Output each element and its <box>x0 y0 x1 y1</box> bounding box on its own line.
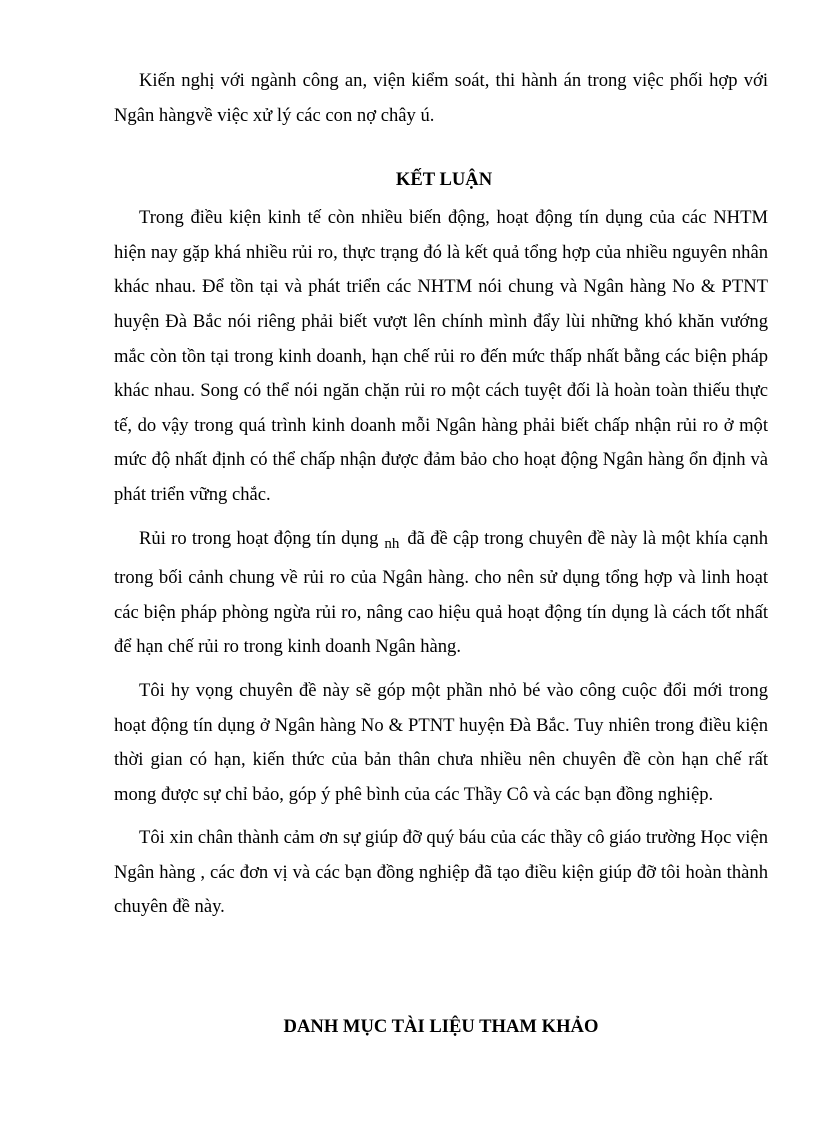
paragraph-2-end: đã đề cập trong chuyên đề này là một khía cạnh trong bối cảnh chung về rủi ro của Ngân hàng. cho nên sử dụng tổng hợp và linh hoạt các biện pháp phòng ngừa rủi ro, nâng cao hiệu quả hoạt động tín dụng là cách tốt nhất để hạn chế rủi ro trong kinh doanh Ngân hàng. <box>114 527 768 658</box>
references-heading: DANH MỤC TÀI LIỆU THAM KHẢO <box>283 1016 599 1037</box>
conclusion-paragraph-2 <box>114 522 768 665</box>
paragraph-2-start: Rủi ro trong hoạt động tín dụng <box>139 527 379 549</box>
paragraph-2-subscript: nh <box>384 535 400 552</box>
conclusion-paragraph-3: Tôi hy vọng chuyên đề này sẽ góp một phần nhỏ bé vào công cuộc đổi mới trong hoạt động tín dụng ở Ngân hàng No & PTNT huyện Đà Bắc. Tuy nhiên trong điều kiện thời gian có hạn, kiến thức của bản thân chưa nhiều nên chuyên đề còn hạn chế rất mong được sự chỉ bảo, góp ý phê bình của các Thầy Cô và các bạn đồng nghiệp. <box>114 679 768 805</box>
recommendation-paragraph: Kiến nghị với ngành công an, viện kiểm soát, thi hành án trong việc phối hợp với Ngân hàngvề việc xử lý các con nợ chây ú. <box>114 70 768 126</box>
document-page <box>114 64 768 925</box>
conclusion-paragraph-1: Trong điều kiện kinh tế còn nhiều biến động, hoạt động tín dụng của các NHTM hiện nay gặp khá nhiều rủi ro, thực trạng đó là kết quả tổng hợp của nhiều nguyên nhân khác nhau. Để tồn tại và phát triển các NHTM nói chung và Ngân hàng No & PTNT huyện Đà Bắc nói riêng phải biết vượt lên chính mình đẩy lùi những khó khăn vướng mắc còn tồn tại trong kinh doanh, hạn chế rủi ro đến mức thấp nhất bằng các biện pháp khác nhau. Song có thể nói ngăn chặn rủi ro một cách tuyệt đối là hoàn toàn thiếu thực tế, do vậy trong quá trình kinh doanh mỗi Ngân hàng phải biết chấp nhận rủi ro ở một mức độ nhất định có thể chấp nhận được đảm bảo cho hoạt động Ngân hàng ổn định và phát triển vững chắc. <box>114 207 768 505</box>
conclusion-paragraph-4: Tôi xin chân thành cảm ơn sự giúp đỡ quý báu của các thầy cô giáo trường Học viện Ngân hàng , các đơn vị và các bạn đồng nghiệp đã tạo điều kiện giúp đỡ tôi hoàn thành chuyên đề này. <box>114 827 768 918</box>
conclusion-heading: KẾT LUẬN <box>395 169 493 191</box>
